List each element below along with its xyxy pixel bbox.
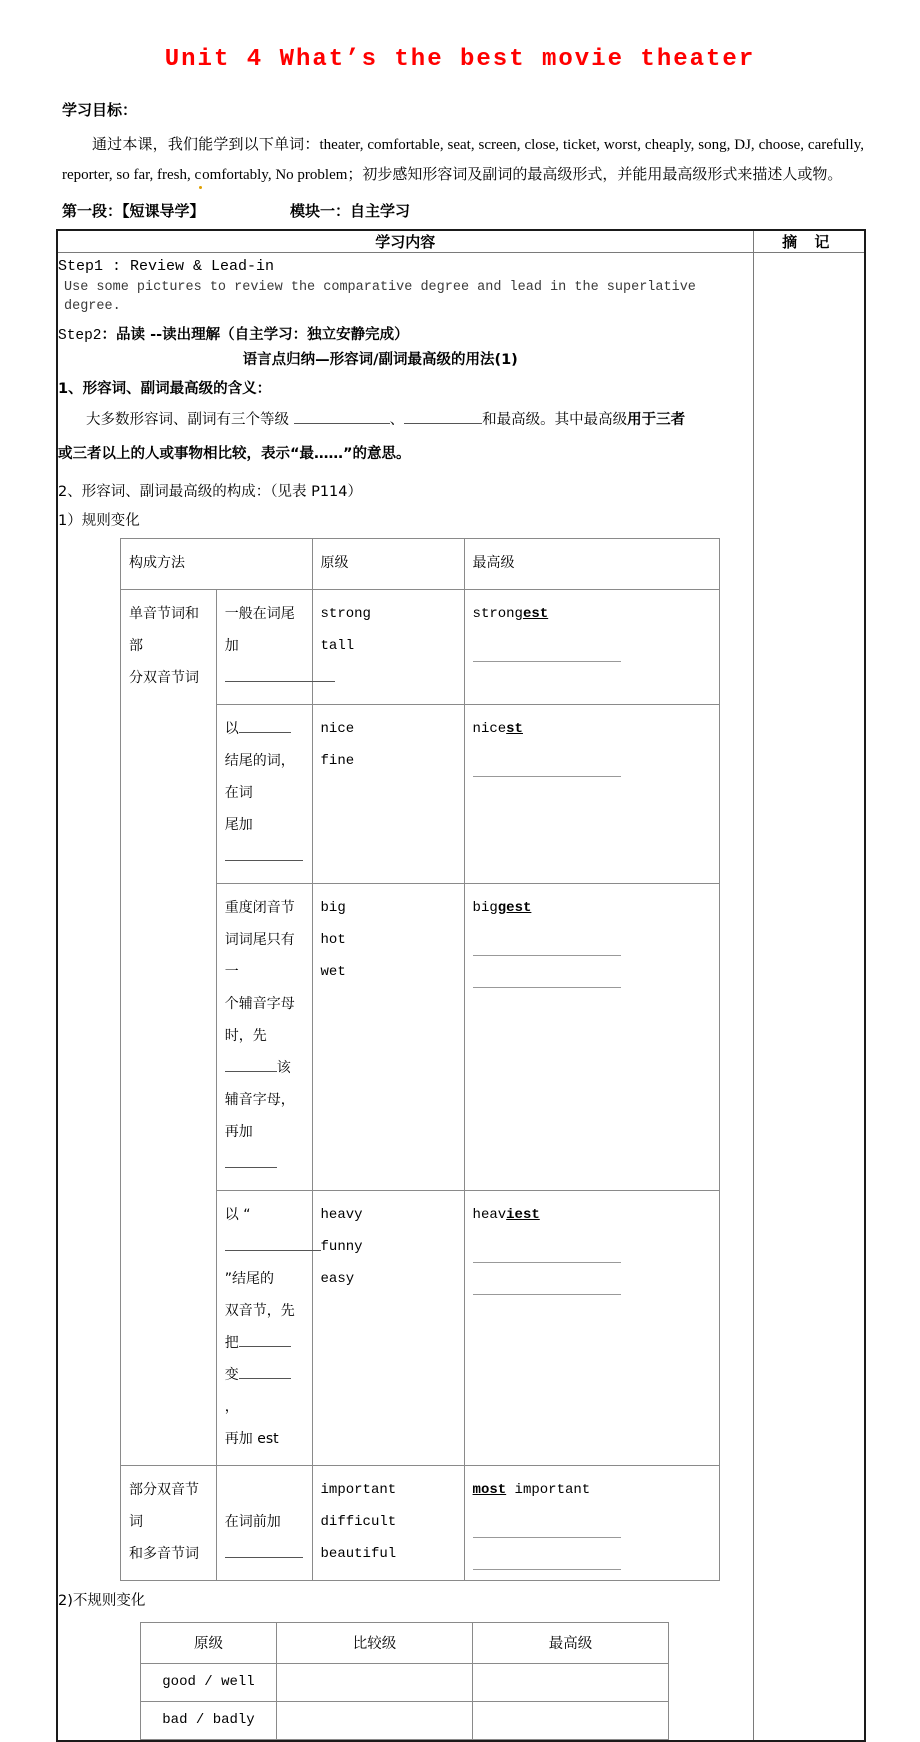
answer-blank[interactable] (473, 932, 621, 956)
grammar-answer-filled: biggest (472, 899, 532, 916)
irregular-table-row (141, 1701, 669, 1739)
objectives-heading: 学习目标： (62, 100, 138, 119)
grammar-answer-filled: nicest (472, 720, 523, 737)
irregular-header-comparative: 比较级 (277, 1622, 473, 1663)
grammar-formation-table (120, 538, 720, 1581)
grammar-word: important (320, 1481, 397, 1498)
fill-blank[interactable] (239, 1378, 291, 1379)
grammar-rule-5-text: 在词前加 (224, 1513, 281, 1530)
grammar-word: nice (320, 720, 355, 737)
fill-blank[interactable] (404, 423, 482, 424)
grammar-answers-4 (464, 1190, 719, 1465)
outer-header-note: 摘 记 (753, 230, 865, 253)
grammar-rule-2-b: 结尾的词，在词 (224, 752, 295, 801)
segment-left-label: 第一段：【短课导学】 (62, 201, 205, 220)
irregular-forms-table (140, 1622, 669, 1740)
grammar-rule-3-c: 该 (276, 1059, 291, 1076)
grammar-answer-filled: most important (472, 1481, 591, 1498)
point2-heading: 2、形容词、副词最高级的构成：（见表 P114） (58, 483, 363, 500)
irregular-positive: bad / badly (141, 1701, 277, 1739)
fill-blank[interactable] (239, 1346, 291, 1347)
grammar-word: strong (320, 605, 371, 622)
grammar-answer-filled: heaviest (472, 1206, 540, 1223)
step2-title (58, 323, 753, 344)
grammar-words-4 (312, 1190, 464, 1465)
grammar-rule-4 (216, 1190, 312, 1465)
grammar-words-3 (312, 883, 464, 1190)
irregular-comparative-blank[interactable] (277, 1701, 473, 1739)
point1-line2 (58, 438, 753, 470)
answer-blank[interactable] (473, 964, 621, 988)
fill-blank[interactable] (225, 681, 335, 682)
grammar-group1-label (121, 589, 217, 1465)
answer-blank[interactable] (473, 638, 621, 662)
grammar-word: hot (320, 931, 346, 948)
grammar-rule-3 (216, 883, 312, 1190)
page-title: Unit 4 What’s the best movie theater (164, 46, 756, 73)
grammar-rule-4-d: 变 (224, 1366, 239, 1383)
grammar-rule-5 (216, 1465, 312, 1580)
point1-heading: 1、形容词、副词最高级的含义： (58, 380, 272, 397)
grammar-word: wet (320, 963, 346, 980)
grammar-words-5 (312, 1465, 464, 1580)
irregular-superlative-blank[interactable] (473, 1663, 669, 1701)
point1-line1-c: 和最高级。其中最高级 (482, 411, 628, 428)
grammar-rule-2 (216, 704, 312, 883)
point1-line1 (58, 404, 753, 436)
objectives-body (62, 130, 864, 190)
grammar-header-superlative: 最高级 (464, 538, 719, 589)
grammar-rule-4-b: ”结尾的 (224, 1270, 275, 1287)
point1-line1-b: 、 (389, 411, 405, 428)
step2-label-rest: ：品读 --读出理解（自主学习：独立安静完成） (101, 326, 409, 343)
grammar-rule-3-b: 个辅音字母时，先 (224, 995, 295, 1044)
fill-blank[interactable] (225, 860, 303, 861)
grammar-header-positive: 原级 (312, 538, 464, 589)
point2-sub2: 2)不规则变化 (58, 1592, 146, 1609)
grammar-word: funny (320, 1238, 363, 1255)
step1-title: Step1 : Review & Lead-in (58, 257, 275, 275)
grammar-rule-1 (216, 589, 312, 704)
grammar-answers-1 (464, 589, 719, 704)
grammar-group1-label-line1: 单音节词和部 (129, 605, 199, 654)
fill-blank[interactable] (294, 423, 390, 424)
grammar-rule-1-text: 一般在词尾加 (224, 605, 295, 654)
point2-sub1: 1）规则变化 (58, 512, 140, 529)
outer-header-content: 学习内容 (57, 230, 753, 253)
fill-blank[interactable] (239, 732, 291, 733)
grammar-word: easy (320, 1270, 355, 1287)
point1-line2-text: 或三者以上的人或事物相比较，表示“最……”的意思。 (58, 445, 411, 462)
irregular-table-row (141, 1663, 669, 1701)
grammar-header-row (121, 538, 720, 589)
answer-blank[interactable] (473, 753, 621, 777)
answer-blank[interactable] (473, 1239, 621, 1263)
grammar-word: heavy (320, 1206, 363, 1223)
objectives-section (0, 75, 920, 190)
irregular-header-superlative: 最高级 (473, 1622, 669, 1663)
irregular-table-wrapper (58, 1618, 753, 1740)
grammar-group2-label (121, 1465, 217, 1580)
step2-label: Step2 (58, 327, 102, 344)
grammar-answer-filled: strongest (472, 605, 549, 622)
grammar-rule-4-c: 双音节，先把 (224, 1302, 295, 1351)
irregular-header-row (141, 1622, 669, 1663)
grammar-rule-2-c: 尾加 (224, 816, 253, 833)
grammar-group2-label-line1: 部分双音节词 (129, 1481, 199, 1530)
grammar-rule-2-a: 以 (224, 720, 239, 737)
irregular-comparative-blank[interactable] (277, 1663, 473, 1701)
grammar-rule-3-a: 重度闭音节词词尾只有一 (224, 899, 295, 980)
grammar-rule-4-e: ， (224, 1398, 239, 1415)
language-point-heading: 语言点归纳—形容词/副词最高级的用法(1) (242, 351, 518, 368)
grammar-row-1 (121, 589, 720, 704)
grammar-word: big (320, 899, 346, 916)
step1-body: Use some pictures to review the comparative degree and lead in the superlative degree. (64, 280, 696, 314)
grammar-word: difficult (320, 1513, 397, 1530)
point1-line1-a: 大多数形容词、副词有三个等级 (86, 411, 294, 428)
grammar-word: tall (320, 637, 355, 654)
objectives-body-part2: omfortably, No problem；初步感知形容词及副词的最高级形式，并能用最高级形式来描述人或物。 (202, 166, 843, 183)
segment-line (0, 190, 920, 229)
outer-table-header-row (57, 230, 865, 253)
grammar-header-method: 构成方法 (121, 538, 313, 589)
point1-line1-d: 用于三者 (627, 411, 686, 428)
grammar-answers-2 (464, 704, 719, 883)
grammar-group2-label-line2: 和多音节词 (129, 1545, 199, 1562)
grammar-word: beautiful (320, 1545, 397, 1562)
outer-table-body-row (57, 252, 865, 1741)
fill-blank[interactable] (225, 1167, 277, 1168)
outer-table-wrapper (0, 229, 920, 1742)
grammar-group1-label-line2: 分双音节词 (129, 669, 199, 686)
answer-blank[interactable] (473, 1271, 621, 1295)
irregular-header-positive: 原级 (141, 1622, 277, 1663)
segment-right-label: 模块一：自主学习 (290, 201, 411, 220)
fill-blank[interactable] (225, 1071, 277, 1072)
answer-blank[interactable] (473, 1546, 621, 1570)
fill-blank[interactable] (225, 1250, 321, 1251)
irregular-superlative-blank[interactable] (473, 1701, 669, 1739)
grammar-word: fine (320, 752, 355, 769)
notes-cell[interactable] (753, 252, 865, 1741)
grammar-words-1 (312, 589, 464, 704)
grammar-rule-4-a: 以 “ (224, 1206, 251, 1223)
grammar-answers-5 (464, 1465, 719, 1580)
grammar-row-5 (121, 1465, 720, 1580)
spellcheck-dot-icon (199, 186, 202, 189)
lesson-content-cell (57, 252, 753, 1741)
grammar-words-2 (312, 704, 464, 883)
grammar-rule-4-f: 再加 est (224, 1430, 279, 1447)
grammar-answers-3 (464, 883, 719, 1190)
grammar-rule-3-d: 辅音字母，再加 (224, 1091, 295, 1140)
lesson-outer-table (56, 229, 866, 1742)
answer-blank[interactable] (473, 1514, 621, 1538)
fill-blank[interactable] (225, 1557, 303, 1558)
grammar-table-wrapper (58, 538, 753, 1581)
irregular-positive: good / well (141, 1663, 277, 1701)
objectives-body-part1: 通过本课，我们能学到以下单词：theater, comfortable, seat, screen, close, ticket, worst, cheaply, song, DJ, choose, carefully, reporter, so far, fresh, c (62, 136, 864, 183)
